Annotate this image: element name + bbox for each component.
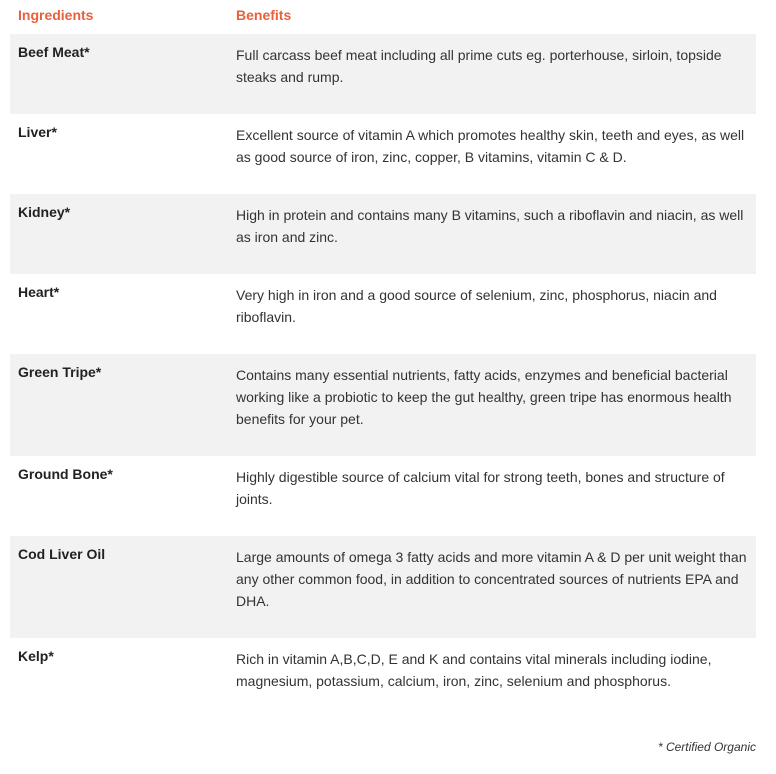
ingredient-name: Green Tripe*	[18, 364, 102, 380]
table-row	[10, 354, 756, 456]
ingredient-benefit: Full carcass beef meat including all prime cuts eg. porterhouse, sirloin, topside steaks and rump.	[236, 47, 722, 85]
ingredient-benefit: Large amounts of omega 3 fatty acids and more vitamin A & D per unit weight than any other common food, in addition to concentrated sources of nutrients EPA and DHA.	[236, 549, 747, 609]
table-row	[10, 194, 756, 274]
table-row	[10, 34, 756, 114]
ingredient-name: Cod Liver Oil	[18, 546, 106, 562]
table-row	[10, 638, 756, 718]
ingredient-name: Liver*	[18, 124, 57, 140]
ingredient-benefit: Highly digestible source of calcium vital for strong teeth, bones and structure of joints.	[236, 469, 725, 507]
ingredient-name: Ground Bone*	[18, 466, 113, 482]
table-row	[10, 114, 756, 194]
ingredient-name: Beef Meat*	[18, 44, 90, 60]
ingredient-name: Kidney*	[18, 204, 71, 220]
ingredient-benefit: High in protein and contains many B vitamins, such a riboflavin and niacin, as well as iron and zinc.	[236, 207, 744, 245]
ingredient-benefit: Contains many essential nutrients, fatty acids, enzymes and beneficial bacterial working like a probiotic to keep the gut healthy, green tripe has enormous health benefits for your pet.	[236, 367, 732, 427]
header-ingredients: Ingredients	[18, 7, 94, 23]
table-header	[10, 0, 756, 34]
table-row	[10, 456, 756, 536]
table-row	[10, 536, 756, 638]
certified-organic-footnote: * Certified Organic	[657, 740, 756, 754]
ingredient-benefit: Rich in vitamin A,B,C,D, E and K and contains vital minerals including iodine, magnesium, potassium, calcium, iron, zinc, selenium and phosphorus.	[236, 651, 712, 689]
ingredient-name: Heart*	[18, 284, 60, 300]
ingredient-benefit: Very high in iron and a good source of selenium, zinc, phosphorus, niacin and riboflavin.	[236, 287, 717, 325]
table-row	[10, 274, 756, 354]
header-benefits: Benefits	[236, 7, 292, 23]
ingredient-name: Kelp*	[18, 648, 54, 664]
ingredient-benefit: Excellent source of vitamin A which promotes healthy skin, teeth and eyes, as well as good source of iron, zinc, copper, B vitamins, vitamin C & D.	[236, 127, 745, 165]
